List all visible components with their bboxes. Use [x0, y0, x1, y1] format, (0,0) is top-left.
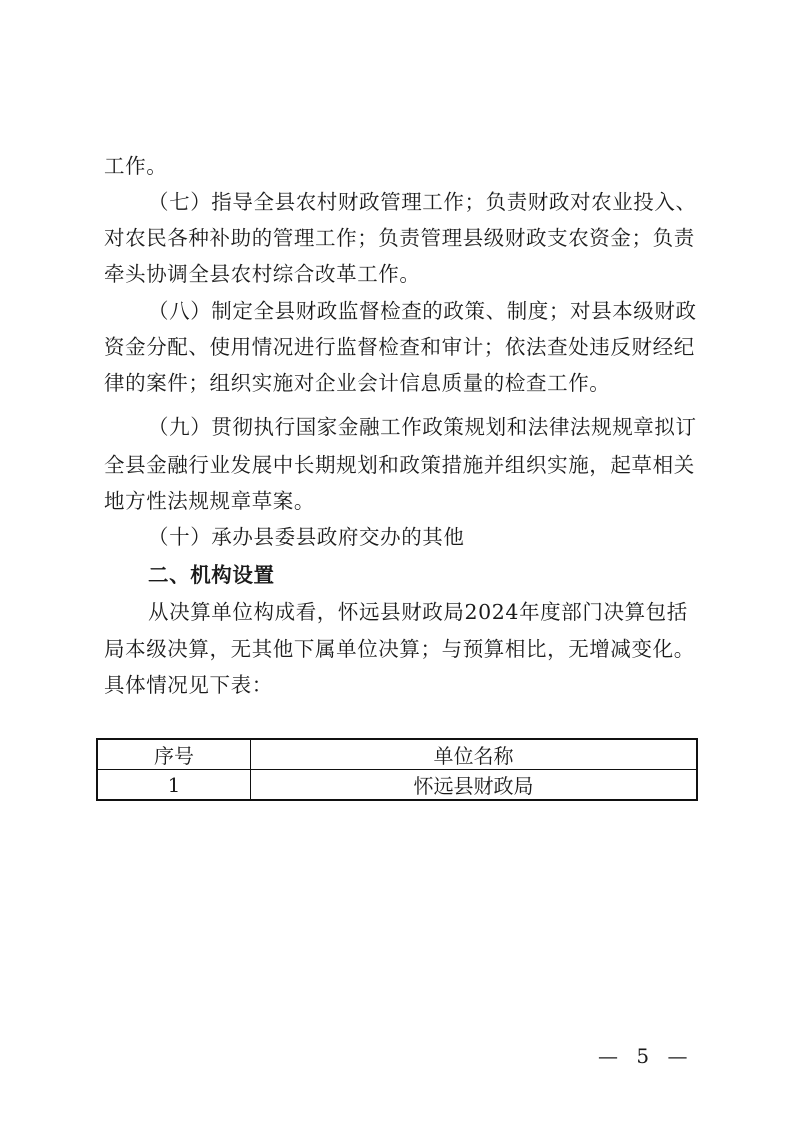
- column-header-unit-name: 单位名称: [251, 739, 698, 770]
- column-header-number: 序号: [97, 739, 251, 770]
- paragraph-line: 从决算单位构成看，怀远县财政局2024年度部门决算包括: [148, 600, 688, 624]
- unit-table: [96, 738, 698, 801]
- paragraph-line: （十）承办县委县政府交办的其他: [148, 525, 465, 549]
- paragraph-line: 具体情况见下表：: [104, 673, 273, 697]
- paragraph-line: 牵头协调全县农村综合改革工作。: [104, 262, 421, 286]
- paragraph-line: 全县金融行业发展中长期规划和政策措施并组织实施，起草相关: [104, 453, 695, 477]
- paragraph-line: 局本级决算，无其他下属单位决算；与预算相比，无增减变化。: [104, 637, 695, 661]
- table-header-row: [97, 739, 697, 770]
- paragraph-line: （八）制定全县财政监督检查的政策、制度；对县本级财政: [148, 299, 697, 323]
- section-heading: 二、机构设置: [148, 563, 275, 587]
- paragraph-line: 地方性法规规章草案。: [104, 489, 315, 513]
- table-cell-number: 1: [97, 770, 251, 801]
- paragraph-line: （七）指导全县农村财政管理工作；负责财政对农业投入、: [148, 190, 697, 214]
- paragraph-line: （九）贯彻执行国家金融工作政策规划和法律法规规章拟订: [148, 415, 697, 439]
- table-cell-unit-name: 怀远县财政局: [251, 770, 698, 801]
- paragraph-line: 对农民各种补助的管理工作；负责管理县级财政支农资金；负责: [104, 226, 695, 250]
- page-number: — 5 —: [598, 1044, 694, 1068]
- paragraph-line: 律的案件；组织实施对企业会计信息质量的检查工作。: [104, 371, 611, 395]
- paragraph-line: 工作。: [104, 154, 168, 178]
- paragraph-line: 资金分配、使用情况进行监督检查和审计；依法查处违反财经纪: [104, 335, 695, 359]
- table-row: [97, 770, 697, 801]
